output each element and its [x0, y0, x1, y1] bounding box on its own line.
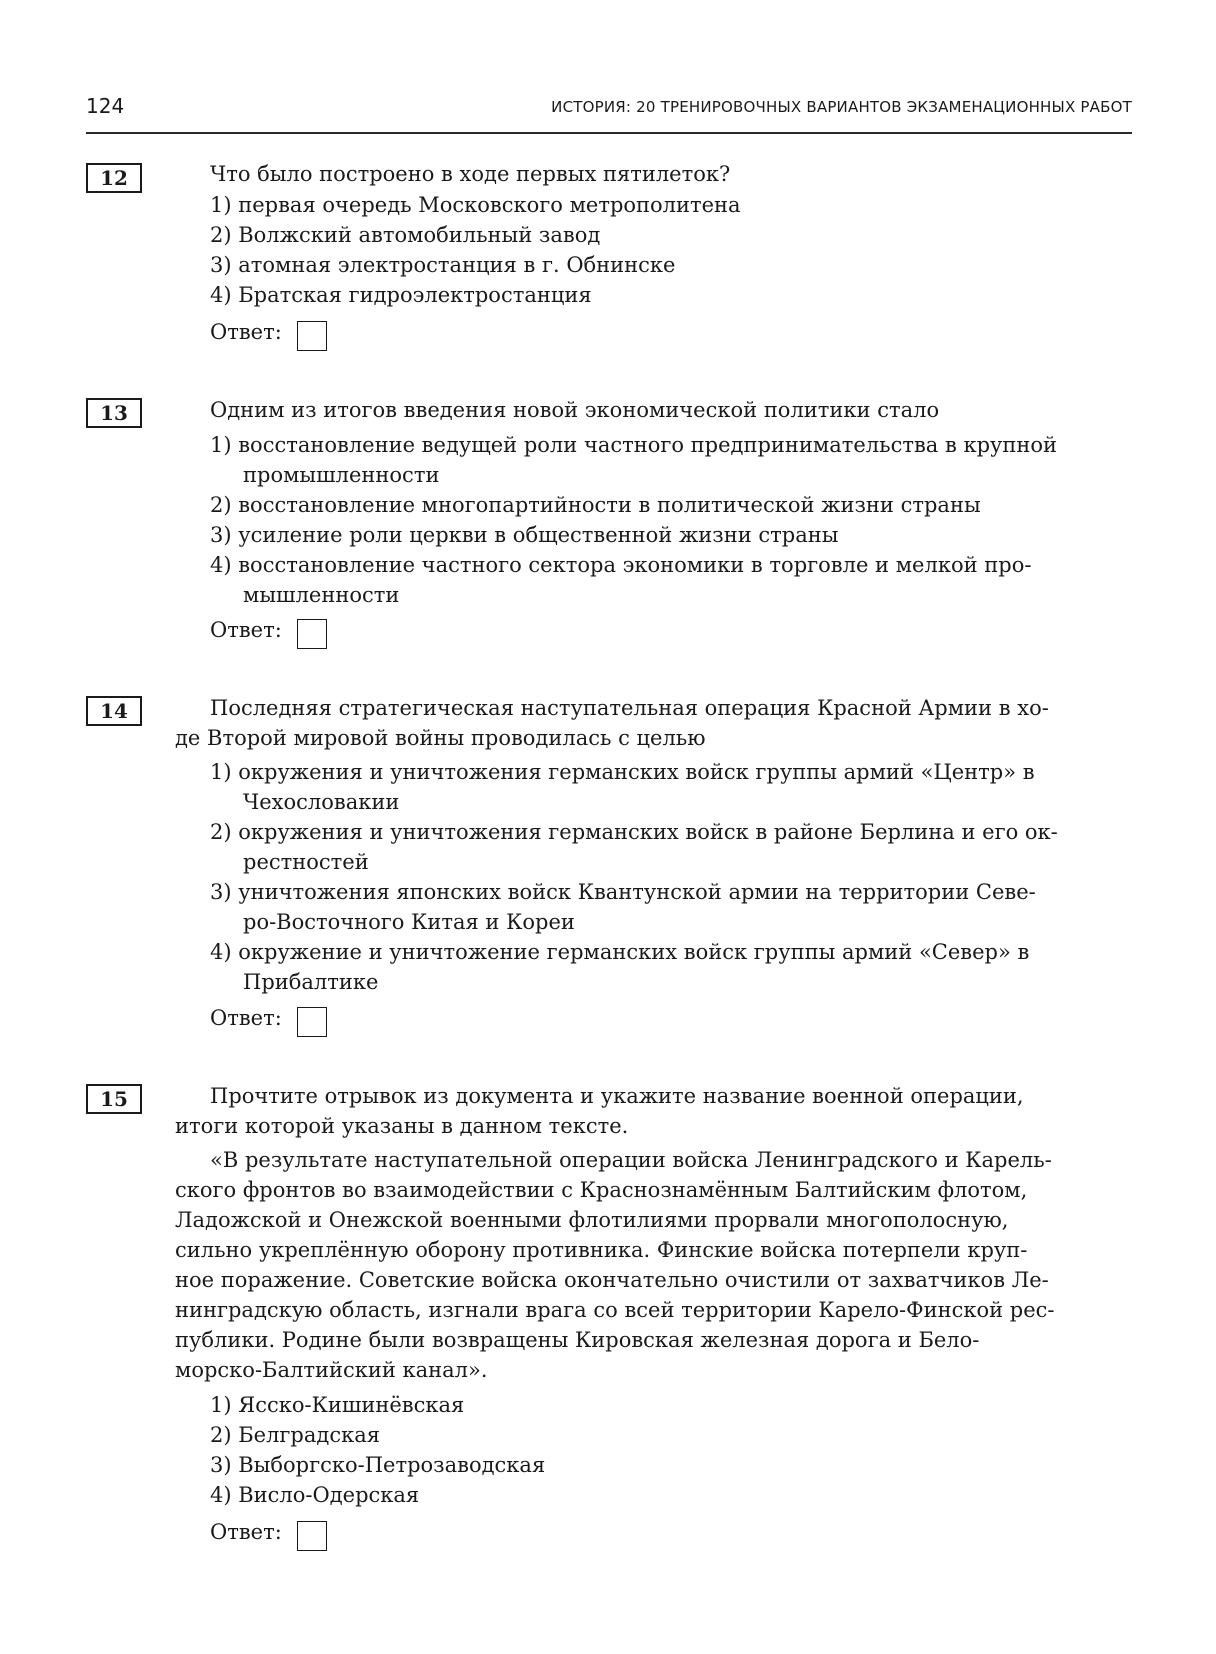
- q13-option-4: 4) восстановление частного сектора экономики в торговле и мелкой про-: [210, 553, 1032, 577]
- document-line-6: нинградскую область, изгнали врага со всей территории Карело-Финской рес-: [175, 1298, 1055, 1322]
- q14-option-4-cont: Прибалтике: [243, 970, 379, 994]
- document-line-3: Ладожской и Онежской военными флотилиями прорвали многополосную,: [175, 1208, 1009, 1232]
- page-header: [86, 92, 1132, 134]
- page-number: 124: [86, 94, 125, 118]
- document-line-5: ное поражение. Советские войска окончательно очистили от захватчиков Ле-: [175, 1268, 1049, 1292]
- q14-option-2: 2) окружения и уничтожения германских войск в районе Берлина и его ок-: [210, 820, 1058, 844]
- document-line-1: «В результате наступательной операции войска Ленинградского и Карель-: [210, 1148, 1052, 1172]
- question-14-text-cont: де Второй мировой войны проводилась с целью: [175, 726, 706, 750]
- document-line-2: ского фронтов во взаимодействии с Краснознамённым Балтийским флотом,: [175, 1178, 1028, 1202]
- document-line-8: морско-Балтийский канал».: [175, 1358, 488, 1382]
- question-15-text: Прочтите отрывок из документа и укажите название военной операции,: [210, 1084, 1024, 1108]
- q14-option-4: 4) окружение и уничтожение германских войск группы армий «Север» в: [210, 940, 1030, 964]
- q15-option-3: 3) Выборгско-Петрозаводская: [210, 1453, 546, 1477]
- q15-answer-label: Ответ:: [210, 1520, 282, 1544]
- question-number-15: 15: [86, 1084, 142, 1114]
- q13-option-2: 2) восстановление многопартийности в политической жизни страны: [210, 493, 981, 517]
- q12-answer-label: Ответ:: [210, 320, 282, 344]
- q15-answer-box[interactable]: [297, 1521, 327, 1551]
- q14-answer-label: Ответ:: [210, 1006, 282, 1030]
- q15-option-1: 1) Ясско-Кишинёвская: [210, 1393, 465, 1417]
- q12-option-2: 2) Волжский автомобильный завод: [210, 223, 601, 247]
- q12-answer-box[interactable]: [297, 321, 327, 351]
- q13-option-1-cont: промышленности: [243, 463, 440, 487]
- q14-answer-box[interactable]: [297, 1007, 327, 1037]
- question-number-14: 14: [86, 696, 142, 726]
- q13-answer-label: Ответ:: [210, 618, 282, 642]
- document-line-7: публики. Родине были возвращены Кировская железная дорога и Бело-: [175, 1328, 980, 1352]
- question-number-13: 13: [86, 398, 142, 428]
- q15-option-2: 2) Белградская: [210, 1423, 380, 1447]
- question-12-text: Что было построено в ходе первых пятилеток?: [210, 162, 731, 186]
- q13-answer-box[interactable]: [297, 619, 327, 649]
- q15-option-4: 4) Висло-Одерская: [210, 1483, 420, 1507]
- q14-option-2-cont: рестностей: [243, 850, 369, 874]
- q14-option-3-cont: ро-Восточного Китая и Кореи: [243, 910, 575, 934]
- book-title: ИСТОРИЯ: 20 ТРЕНИРОВОЧНЫХ ВАРИАНТОВ ЭКЗАМЕНАЦИОННЫХ РАБОТ: [551, 98, 1132, 116]
- q13-option-4-cont: мышленности: [243, 583, 400, 607]
- document-line-4: сильно укреплённую оборону противника. Финские войска потерпели круп-: [175, 1238, 1028, 1262]
- question-14-text: Последняя стратегическая наступательная операция Красной Армии в хо-: [210, 696, 1049, 720]
- question-15-text-cont: итоги которой указаны в данном тексте.: [175, 1114, 629, 1138]
- q12-option-4: 4) Братская гидроэлектростанция: [210, 283, 592, 307]
- question-number-12: 12: [86, 163, 142, 193]
- q14-option-1-cont: Чехословакии: [243, 790, 400, 814]
- q12-option-3: 3) атомная электростанция в г. Обнинске: [210, 253, 676, 277]
- q12-option-1: 1) первая очередь Московского метрополитена: [210, 193, 741, 217]
- q13-option-3: 3) усиление роли церкви в общественной жизни страны: [210, 523, 839, 547]
- q13-option-1: 1) восстановление ведущей роли частного предпринимательства в крупной: [210, 433, 1058, 457]
- question-13-text: Одним из итогов введения новой экономической политики стало: [210, 398, 940, 422]
- q14-option-3: 3) уничтожения японских войск Квантунской армии на территории Севе-: [210, 880, 1036, 904]
- q14-option-1: 1) окружения и уничтожения германских войск группы армий «Центр» в: [210, 760, 1035, 784]
